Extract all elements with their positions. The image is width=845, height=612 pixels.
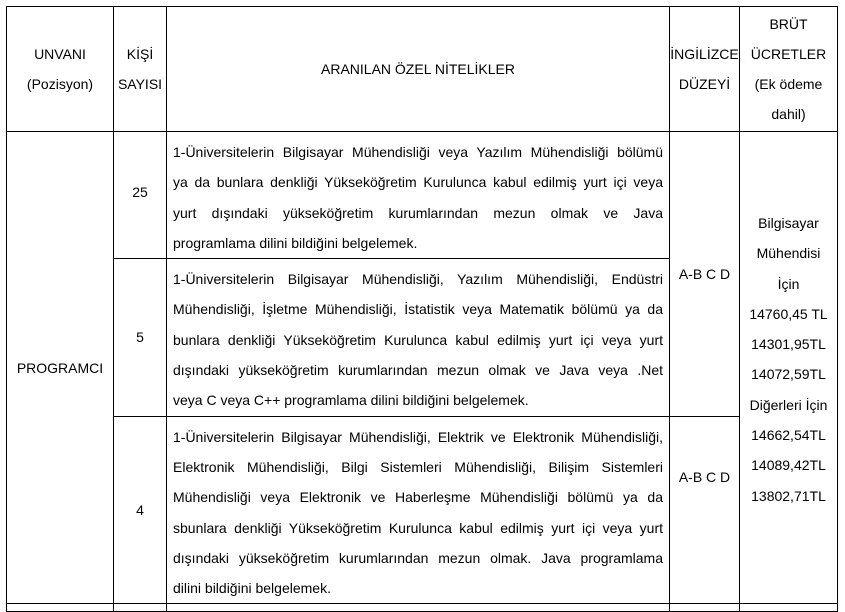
qualification-cell: 1-Üniversitelerin Bilgisayar Mühendisliği veya Yazılım Mühendisliği bölümü ya da bunlara denkliği Yükseköğretim Kurulunca kabul edilmiş yurt içi veya yurt dışındaki yükseköğretim kurumlarından mezun olmak ve Java programlama dilini bildiğini belgelemek. (167, 132, 670, 259)
english-level-cell: A-B C D (670, 416, 740, 604)
position-cell: PROGRAMCI (7, 132, 114, 604)
qualification-cell: 1-Üniversitelerin Bilgisayar Mühendisliği, Yazılım Mühendisliği, Endüstri Mühendisliği, İşletme Mühendisliği, İstatistik veya Matematik bölümü ya da bunlara denkliği Yükseköğretim Kurulunca kabul edilmiş yurt içi veya yurt dışındaki yükseköğretim kurumlarından mezun olmak ve Java veya .Net veya C veya C++ programlama dilini bildiğini belgelemek. (167, 259, 670, 416)
count-cell: 25 (114, 132, 167, 259)
qualification-cell: 1-Üniversitelerin Bilgisayar Mühendisliği, Elektrik ve Elektronik Mühendisliği, Elektronik Mühendisliği, Bilgi Sistemleri Mühendisliği, Bilişim Sistemleri Mühendisliği veya Elektronik ve Haberleşme Mühendisliği bölümü ya da sbunlara denkliği Yükseköğretim Kurulunca kabul edilmiş yurt içi veya yurt dışındaki yükseköğretim kurumlarından mezun olmak. Java programlama dilini bildiğini belgelemek. (167, 416, 670, 604)
wages-cell: Bilgisayar Mühendisi İçin 14760,45 TL 14301,95TL 14072,59TL Diğerleri İçin 14662,54TL 14089,42TL 13802,71TL (740, 132, 838, 604)
header-row (7, 7, 838, 132)
header-qualifications: ARANILAN ÖZEL NİTELİKLER (167, 7, 670, 132)
header-english: İNGİLİZCE DÜZEYİ (670, 7, 740, 132)
table-row (7, 132, 838, 259)
english-level-cell: A-B C D (670, 132, 740, 417)
table-row (7, 416, 838, 604)
table-row-next (7, 604, 838, 612)
count-cell: 4 (114, 416, 167, 604)
header-count: KİŞİ SAYISI (114, 7, 167, 132)
header-title: UNVANI (Pozisyon) (7, 7, 114, 132)
header-wages: BRÜT ÜCRETLER (Ek ödeme dahil) (740, 7, 838, 132)
count-cell: 5 (114, 259, 167, 416)
job-positions-table (6, 6, 838, 612)
